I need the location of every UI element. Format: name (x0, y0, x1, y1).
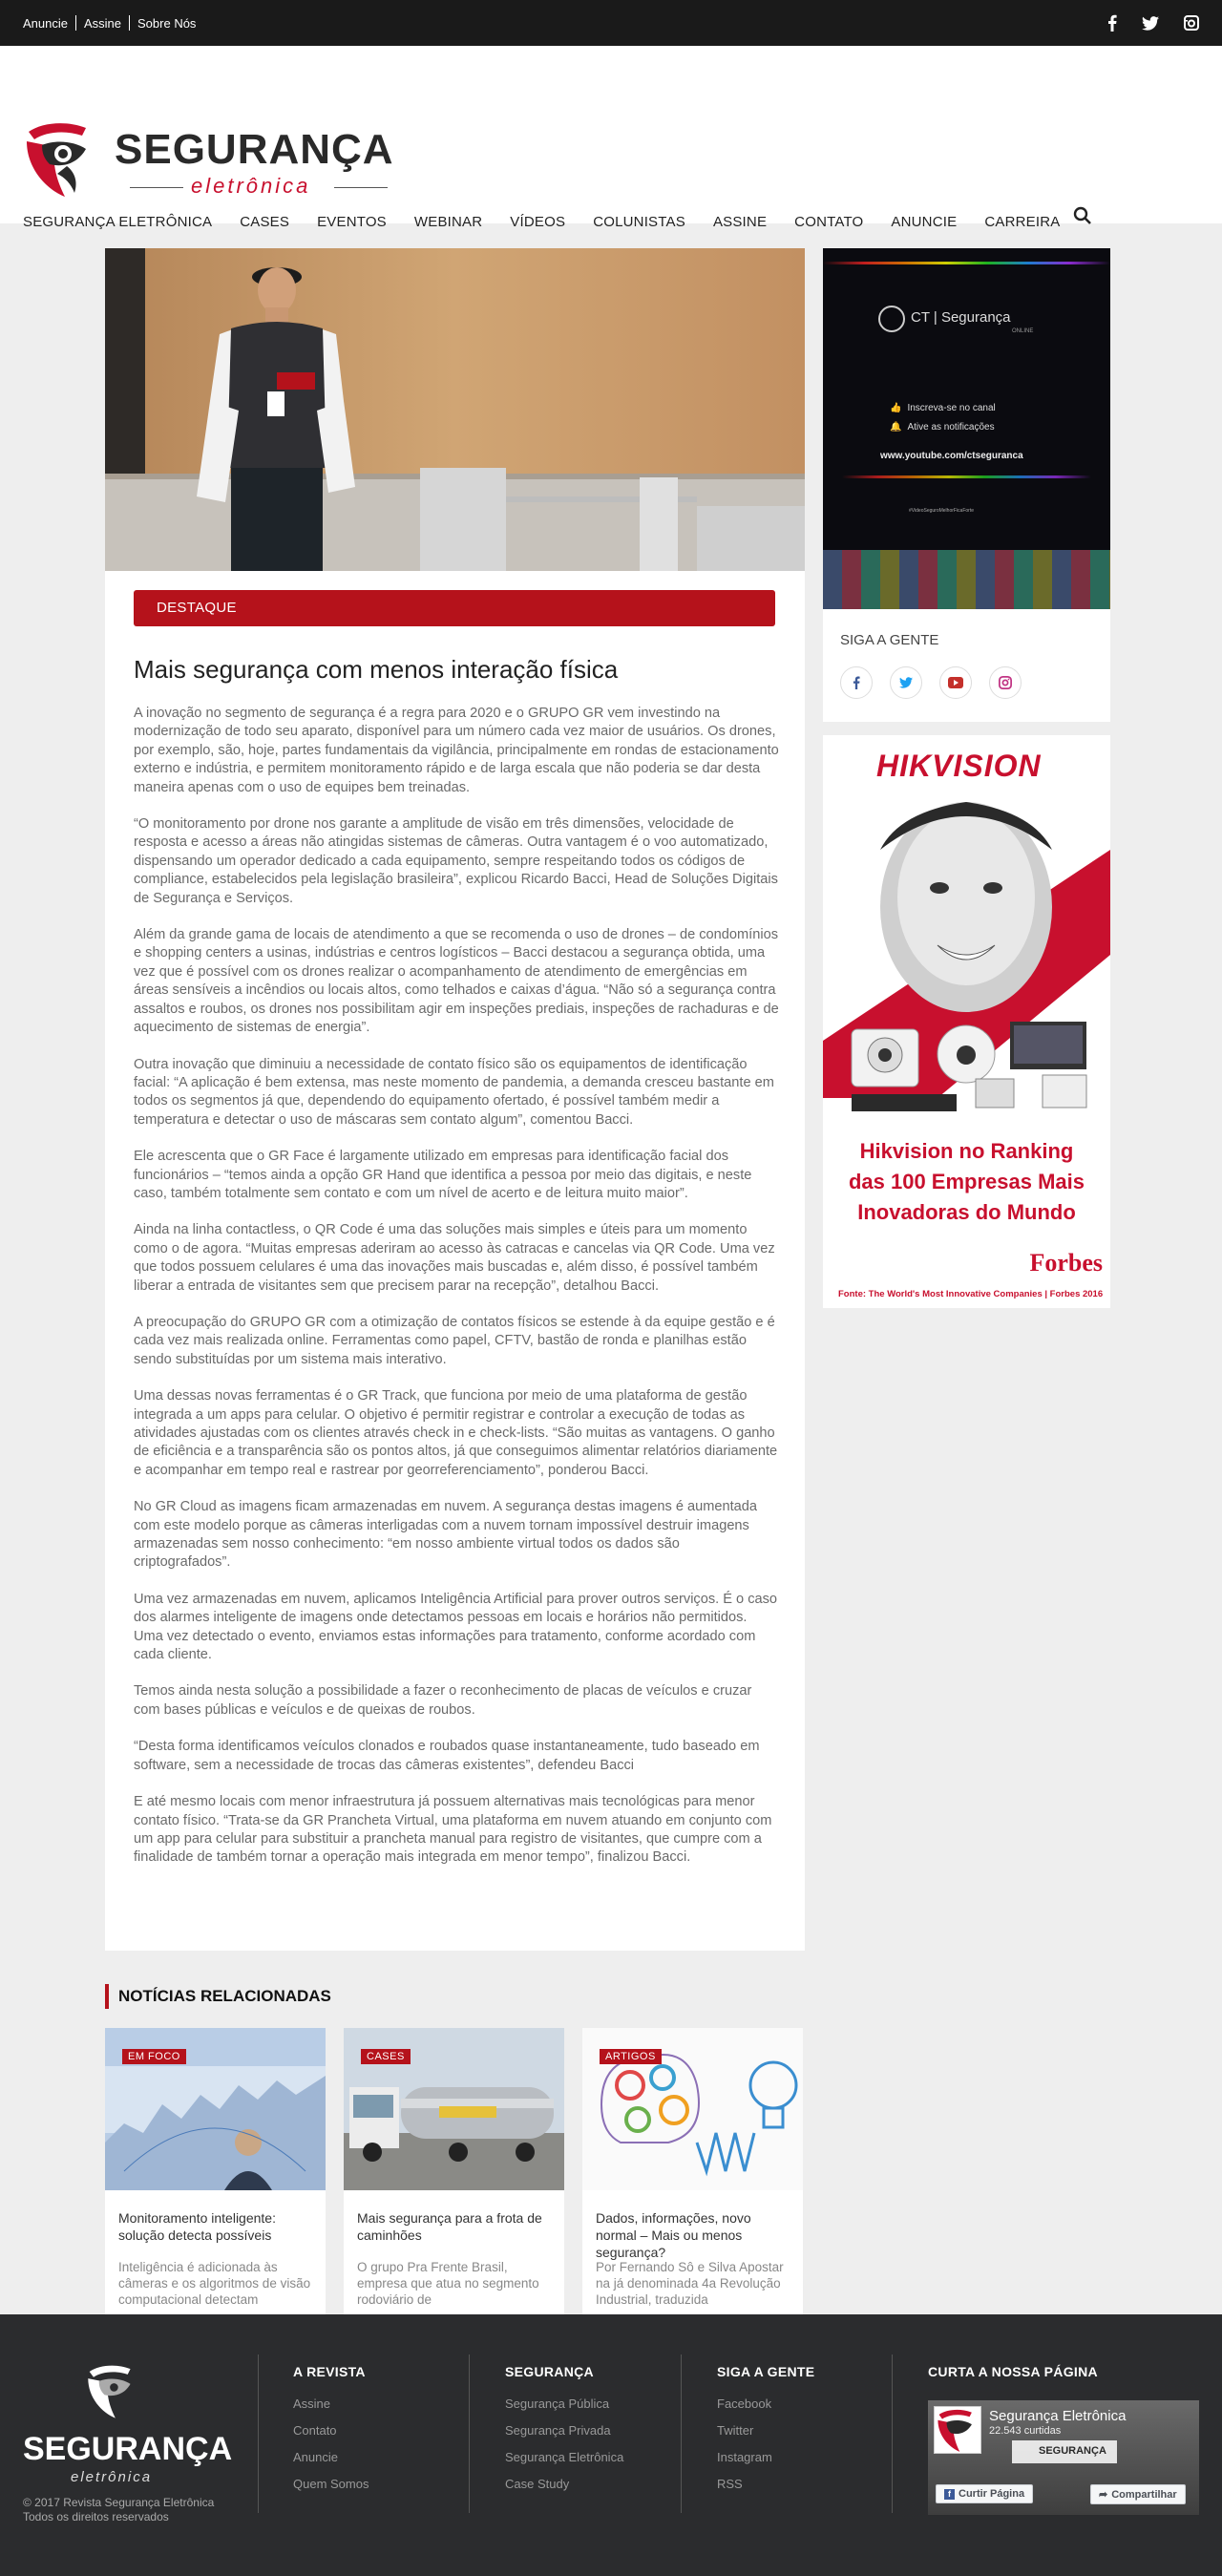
card-excerpt: O grupo Pra Frente Brasil, empresa que atua no segmento rodoviário de (357, 2260, 539, 2307)
article-paragraph: E até mesmo locais com menor infraestrutura já possuem alternativas mais tecnológicas para menor contato físico. “Trata-se da GR Prancheta Virtual, uma plataforma em nuvem atuando em conjunto com um app para celular para substituir a prancheta manual para registro de visitantes, que cumpre com a finalidade de também tornar a operação mais integrada em menor tempo”, finalizou Bacci. (134, 1794, 772, 1866)
article-body (134, 705, 779, 1886)
divider (334, 187, 388, 188)
logo-emblem-icon (23, 118, 99, 199)
nav-assine[interactable]: ASSINE (712, 214, 768, 230)
thumbnail-strip (823, 550, 1110, 609)
nav-cases[interactable]: CASES (240, 214, 290, 230)
instagram-icon[interactable] (1184, 15, 1199, 31)
card-image (105, 2028, 326, 2190)
footer-col-curta (928, 2364, 1098, 2397)
yt-line1: Inscreva-se no canal (907, 403, 996, 413)
footer-link[interactable]: Case Study (505, 2477, 570, 2491)
article-paragraph: Outra inovação que diminuiu a necessidade de contato físico são os equipamentos de identificação facial: “A aplicação é bem extensa, mas neste momento de pandemia, a demanda cresceu bastante em todos os segmentos já que, dependendo do equipamento ofertado, é possível também medir a temperatura e detectar o uso de máscaras sem contato algum”, comentou Bacci. (134, 1056, 774, 1128)
footer-link[interactable]: RSS (717, 2477, 743, 2491)
hero-image (105, 248, 805, 571)
ad-headline: Hikvision no Ranking das 100 Empresas Mais Inovadoras do Mundo (848, 1139, 1085, 1224)
page-avatar (934, 2406, 981, 2454)
logo-sub: eletrônica (191, 174, 311, 198)
copyright-line: Todos os direitos reservados (23, 2510, 169, 2523)
site-header (0, 46, 1222, 230)
nav-colunistas[interactable]: COLUNISTAS (593, 214, 685, 230)
divider (681, 2354, 682, 2513)
notify-line (890, 422, 995, 433)
color-strip (842, 475, 1091, 478)
article-paragraph: A preocupação do GRUPO GR com a otimização de contatos físicos se estende à da equipe gestão e é cada vez mais realizada online. Ferramentas como papel, CFTV, bastão de ronda e planilhas estão sendo substituídas por um sistema mais interativo. (134, 1314, 775, 1367)
footer-brand-sub: eletrônica (71, 2469, 153, 2485)
article-title: Mais segurança com menos interação física (134, 655, 619, 684)
footer-link[interactable]: Contato (293, 2423, 337, 2438)
related-heading: NOTÍCIAS RELACIONADAS (105, 1984, 331, 2009)
divider (129, 15, 130, 31)
logo-emblem-icon (84, 2362, 141, 2419)
top-link-assine[interactable]: Assine (83, 15, 122, 31)
instagram-icon[interactable] (989, 666, 1022, 699)
footer-link[interactable]: Quem Somos (293, 2477, 369, 2491)
article-paragraph: “Desta forma identificamos veículos clonados e roubados quase instantaneamente, tudo baseado em software, sem a necessidade de trocas das câmeras existentes”, defendeu Bacci (134, 1739, 760, 1773)
ct-brand-sub: ONLINE (1012, 328, 1034, 334)
hikvision-ad-banner[interactable] (823, 735, 1110, 1308)
twitter-icon[interactable] (1142, 16, 1159, 31)
yt-line2: Ative as notificações (907, 422, 995, 433)
color-strip (823, 262, 1110, 264)
card-image (344, 2028, 564, 2190)
article-paragraph: No GR Cloud as imagens ficam armazenadas em nuvem. A segurança destas imagens é aumentada com este modelo porque as câmeras interligadas com a nuvem tornam impossível destruir imagens armazenadas sem nosso conhecimento: “em nosso ambiente virtual todos os dados são criptografados”. (134, 1499, 758, 1571)
article-paragraph: Além da grande gama de locais de atendimento a que se recomenda o uso de drones – de condomínios e shopping centers a usinas, indústrias e centros logísticos – Bacci destacou a segurança obtida, uma vez que é possível com os drones realizar o acompanhamento de atendimento de emergências em áreas sensíveis a incêndios ou locais altos, como telhados e caixas d’água. “Não só a segurança contra assaltos e roubos, os drones nos possibilitam agir em inspeções prediais, inspeções de rachaduras e de aquecimento de sistemas de energia”. (134, 927, 779, 1036)
main-nav (23, 214, 1087, 230)
ct-emblem-icon (878, 306, 905, 332)
card-tag[interactable]: EM FOCO (122, 2049, 186, 2064)
fb-share-button[interactable] (1090, 2484, 1186, 2504)
ad-source: Fonte: The World's Most Innovative Companies | Forbes 2016 (838, 1289, 1104, 1299)
divider (892, 2354, 893, 2513)
card-tag[interactable]: ARTIGOS (600, 2049, 662, 2064)
related-card[interactable] (105, 2028, 326, 2314)
top-link-anuncie[interactable]: Anuncie (23, 15, 68, 31)
bell-icon: 🔔 (890, 422, 902, 433)
logo-brand: SEGURANÇA (115, 126, 394, 173)
youtube-icon[interactable] (939, 666, 972, 699)
top-social (1107, 14, 1199, 32)
footer-link[interactable]: Anuncie (293, 2450, 338, 2464)
search-icon[interactable] (1073, 206, 1092, 230)
top-links (23, 15, 196, 31)
footer-link[interactable]: Instagram (717, 2450, 772, 2464)
footer-brand: SEGURANÇA (23, 2431, 233, 2467)
fb-cover-brand: SEGURANÇA (1012, 2440, 1117, 2463)
yt-url: www.youtube.com/ctseguranca (880, 451, 1023, 461)
article-paragraph: Temos ainda nesta solução a possibilidade a fazer o reconhecimento de placas de veículos e cruzar com bases públicas e veículos e de queixas de roubos. (134, 1683, 752, 1718)
fb-share-label: Compartilhar (1111, 2489, 1177, 2501)
ct-brand: CT | Segurança (911, 309, 1011, 326)
card-image (582, 2028, 803, 2190)
nav-webinar[interactable]: WEBINAR (413, 214, 483, 230)
yt-tagline: #VideoSeguroMelhorFicaForte (909, 508, 975, 514)
copyright-line: © 2017 Revista Segurança Eletrônica (23, 2496, 215, 2509)
site-footer (0, 2314, 1222, 2576)
footer-link[interactable]: Facebook (717, 2397, 772, 2411)
follow-box (823, 609, 1110, 722)
site-logo[interactable] (23, 118, 424, 199)
article-paragraph: Ele acrescenta que o GR Face é largamente utilizado em empresas para identificação facial dos funcionários – “temos ainda a opção GR Hand que identifica a pessoa por meio das digitais, e neste caso, também totalmente sem contato e com um nível de acerto e de leitura muito maior”. (134, 1149, 752, 1201)
card-title[interactable]: Mais segurança para a frota de caminhões (357, 2210, 542, 2243)
nav-contato[interactable]: CONTATO (794, 214, 864, 230)
footer-link[interactable]: Segurança Pública (505, 2397, 610, 2411)
subscribe-line (890, 403, 996, 413)
article-paragraph: Uma vez armazenadas em nuvem, aplicamos Inteligência Artificial para prover outros serviços. É o caso dos alarmes inteligente de imagens onde detectamos pessoas em locais e horários não permitidos. Uma vez detectado o evento, enviamos estas informações para tratamento, conforme acordado com cada cliente. (134, 1591, 778, 1663)
fb-like-button[interactable] (936, 2484, 1033, 2503)
article-paragraph: A inovação no segmento de segurança é a regra para 2020 e o GRUPO GR vem investindo na modernização de todo seu aparato, disponível para um número cada vez maior de usuários. Os drones, por exemplo, são, hoje, partes fundamentais da vigilância, principalmente em rondas de estacionamento externo e indústria, e permitem monitoramento rápido e de larga escala que não poderia se dar desta maneira apenas com o uso de equipes bem treinadas. (134, 706, 779, 795)
divider (258, 2354, 259, 2513)
thumbs-up-icon: 👍 (890, 403, 902, 413)
card-excerpt: Por Fernando Sô e Silva Apostar na já denominada 4a Revolução Industrial, traduzida (596, 2260, 784, 2307)
facebook-icon[interactable] (840, 666, 873, 699)
fb-like-label: Curtir Página (959, 2488, 1025, 2500)
fb-page-name[interactable]: Segurança Eletrônica (989, 2408, 1127, 2424)
card-title[interactable]: Dados, informações, novo normal – Mais ou menos segurança? (596, 2210, 751, 2260)
footer-col-heading: A REVISTA (293, 2364, 366, 2379)
nav-anuncie[interactable]: ANUNCIE (891, 214, 958, 230)
youtube-ad-banner[interactable] (823, 248, 1110, 609)
footer-col-siga (717, 2364, 814, 2503)
destaque-badge[interactable]: DESTAQUE (134, 590, 775, 626)
follow-icons (840, 666, 1022, 699)
article (105, 248, 805, 1951)
footer-col-heading: SEGURANÇA (505, 2364, 594, 2379)
divider (130, 187, 183, 188)
card-title[interactable]: Monitoramento inteligente: solução detecta possíveis (118, 2210, 276, 2243)
facebook-page-widget[interactable] (928, 2400, 1199, 2515)
footer-copyright (23, 2496, 214, 2524)
footer-col-heading: SIGA A GENTE (717, 2364, 815, 2379)
footer-link[interactable]: Segurança Eletrônica (505, 2450, 624, 2464)
article-paragraph: Uma dessas novas ferramentas é o GR Track, que funciona por meio de uma plataforma de gestão integrada a um apps para celular. O objetivo é permitir registrar e controlar a execução de todas as atividades ajustadas com os clientes através check in e check-lists. “São muitas as vantagens. O ganho de eficiência e a transparência são os pontos altos, já que conseguimos alimentar relatórios diariamente e acompanhar em tempo real e rastrear por georreferenciamento”, ponderou Bacci. (134, 1388, 778, 1478)
footer-link[interactable]: Assine (293, 2397, 331, 2411)
card-tag[interactable]: CASES (361, 2049, 411, 2064)
facebook-icon[interactable] (1107, 14, 1117, 32)
fb-likes: 22.543 curtidas (989, 2425, 1062, 2437)
nav-carreira[interactable]: CARREIRA (984, 214, 1061, 230)
nav-seguranca-eletronica[interactable]: SEGURANÇA ELETRÔNICA (23, 214, 213, 230)
card-excerpt: Inteligência é adicionada às câmeras e os algoritmos de visão computacional detectam (118, 2260, 311, 2307)
footer-link[interactable]: Twitter (717, 2423, 754, 2438)
article-paragraph: Ainda na linha contactless, o QR Code é uma das soluções mais simples e úteis para um momento como o de agora. “Muitas empresas aderiram ao acesso às catracas e cancelas via QR Code. Uma vez que todos possuem celulares é uma das inovações mais buscadas e, além disso, é possível também liberar a entrada de visitantes sem que precisem parar na recepção”, detalhou Bacci. (134, 1222, 775, 1294)
divider (469, 2354, 470, 2513)
related-card[interactable] (344, 2028, 564, 2314)
follow-label: SIGA A GENTE (840, 632, 939, 648)
nav-eventos[interactable]: EVENTOS (317, 214, 387, 230)
hikvision-logo: HIKVISION (876, 749, 1042, 783)
facebook-icon: f (944, 2489, 955, 2500)
twitter-icon[interactable] (890, 666, 922, 699)
divider (75, 15, 76, 31)
top-link-sobre[interactable]: Sobre Nós (137, 15, 197, 31)
footer-col-heading: CURTA A NOSSA PÁGINA (928, 2364, 1098, 2379)
footer-col-revista (293, 2364, 369, 2503)
top-bar (0, 0, 1222, 46)
article-paragraph: “O monitoramento por drone nos garante a amplitude de visão em três dimensões, velocidade de resposta e acesso a áreas não atingidas sistemas de câmeras. Outra vantagem é o voo automatizado, dispensando um operador dedicado a cada equipamento, sempre respeitando todos os códigos de compliance, estabelecidos pela legislação brasileira”, explicou Ricardo Bacci, Head de Soluções Digitais de Segurança e Serviços. (134, 816, 778, 906)
footer-logo[interactable] (23, 2362, 233, 2486)
footer-col-seguranca (505, 2364, 623, 2503)
related-card[interactable] (582, 2028, 803, 2314)
footer-link[interactable]: Segurança Privada (505, 2423, 611, 2438)
forbes-logo: Forbes (1029, 1249, 1103, 1277)
ad-illustration (823, 792, 1110, 1155)
nav-videos[interactable]: VÍDEOS (510, 214, 566, 230)
share-icon: ➦ (1099, 2489, 1108, 2501)
